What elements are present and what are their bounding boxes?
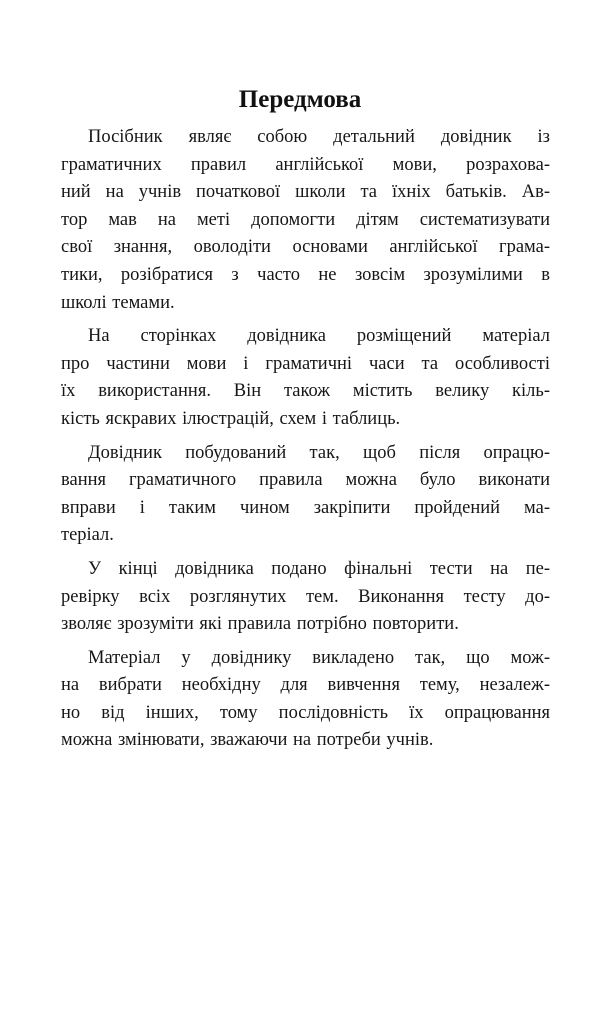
text-line: тики, розібратися з часто не зовсім зрозумілими в <box>61 264 550 285</box>
paragraph-2 <box>61 323 550 433</box>
text-line: ний на учнів початкової школи та їхніх батьків. Ав- <box>61 182 550 203</box>
text-line: ревірку всіх розглянутих тем. Виконання тесту до- <box>61 586 550 607</box>
text-line: школі темами. <box>61 292 175 313</box>
text-line: вання граматичного правила можна було виконати <box>61 470 550 491</box>
text-line: свої знання, оволодіти основами англійської грама- <box>61 237 550 258</box>
paragraph-4 <box>61 556 550 639</box>
text-line: теріал. <box>61 525 114 546</box>
text-line: Матеріал у довіднику викладено так, що мож- <box>88 647 550 668</box>
text-line: У кінці довідника подано фінальні тести на пе- <box>88 558 550 579</box>
text-line: Довідник побудований так, щоб після опрацю- <box>88 442 550 463</box>
text-line: можна змінювати, зважаючи на потреби учнів. <box>61 730 434 751</box>
paragraph-5 <box>61 645 550 755</box>
text-line: вправи і таким чином закріпити пройдений ма- <box>61 497 550 518</box>
page-title: Передмова <box>238 86 362 113</box>
text-line: На сторінках довідника розміщений матеріал <box>88 326 550 347</box>
text-line: про частини мови і граматичні часи та особливості <box>61 353 550 374</box>
text-line: кість яскравих ілюстрацій, схем і таблиць. <box>61 408 401 429</box>
text-line: тор мав на меті допомогти дітям систематизувати <box>61 209 550 230</box>
text-line: граматичних правил англійської мови, розрахова- <box>61 154 550 175</box>
text-line: Посібник являє собою детальний довідник із <box>88 127 550 147</box>
paragraph-3 <box>61 440 550 550</box>
text-line: но від інших, тому послідовність їх опрацювання <box>61 702 550 723</box>
paragraph-1 <box>61 124 550 317</box>
text-line: зволяє зрозуміти які правила потрібно повторити. <box>61 614 459 635</box>
document-body <box>61 124 550 761</box>
text-line: їх використання. Він також містить велику кіль- <box>61 381 550 402</box>
text-line: на вибрати необхідну для вивчення тему, незалеж- <box>61 675 550 696</box>
